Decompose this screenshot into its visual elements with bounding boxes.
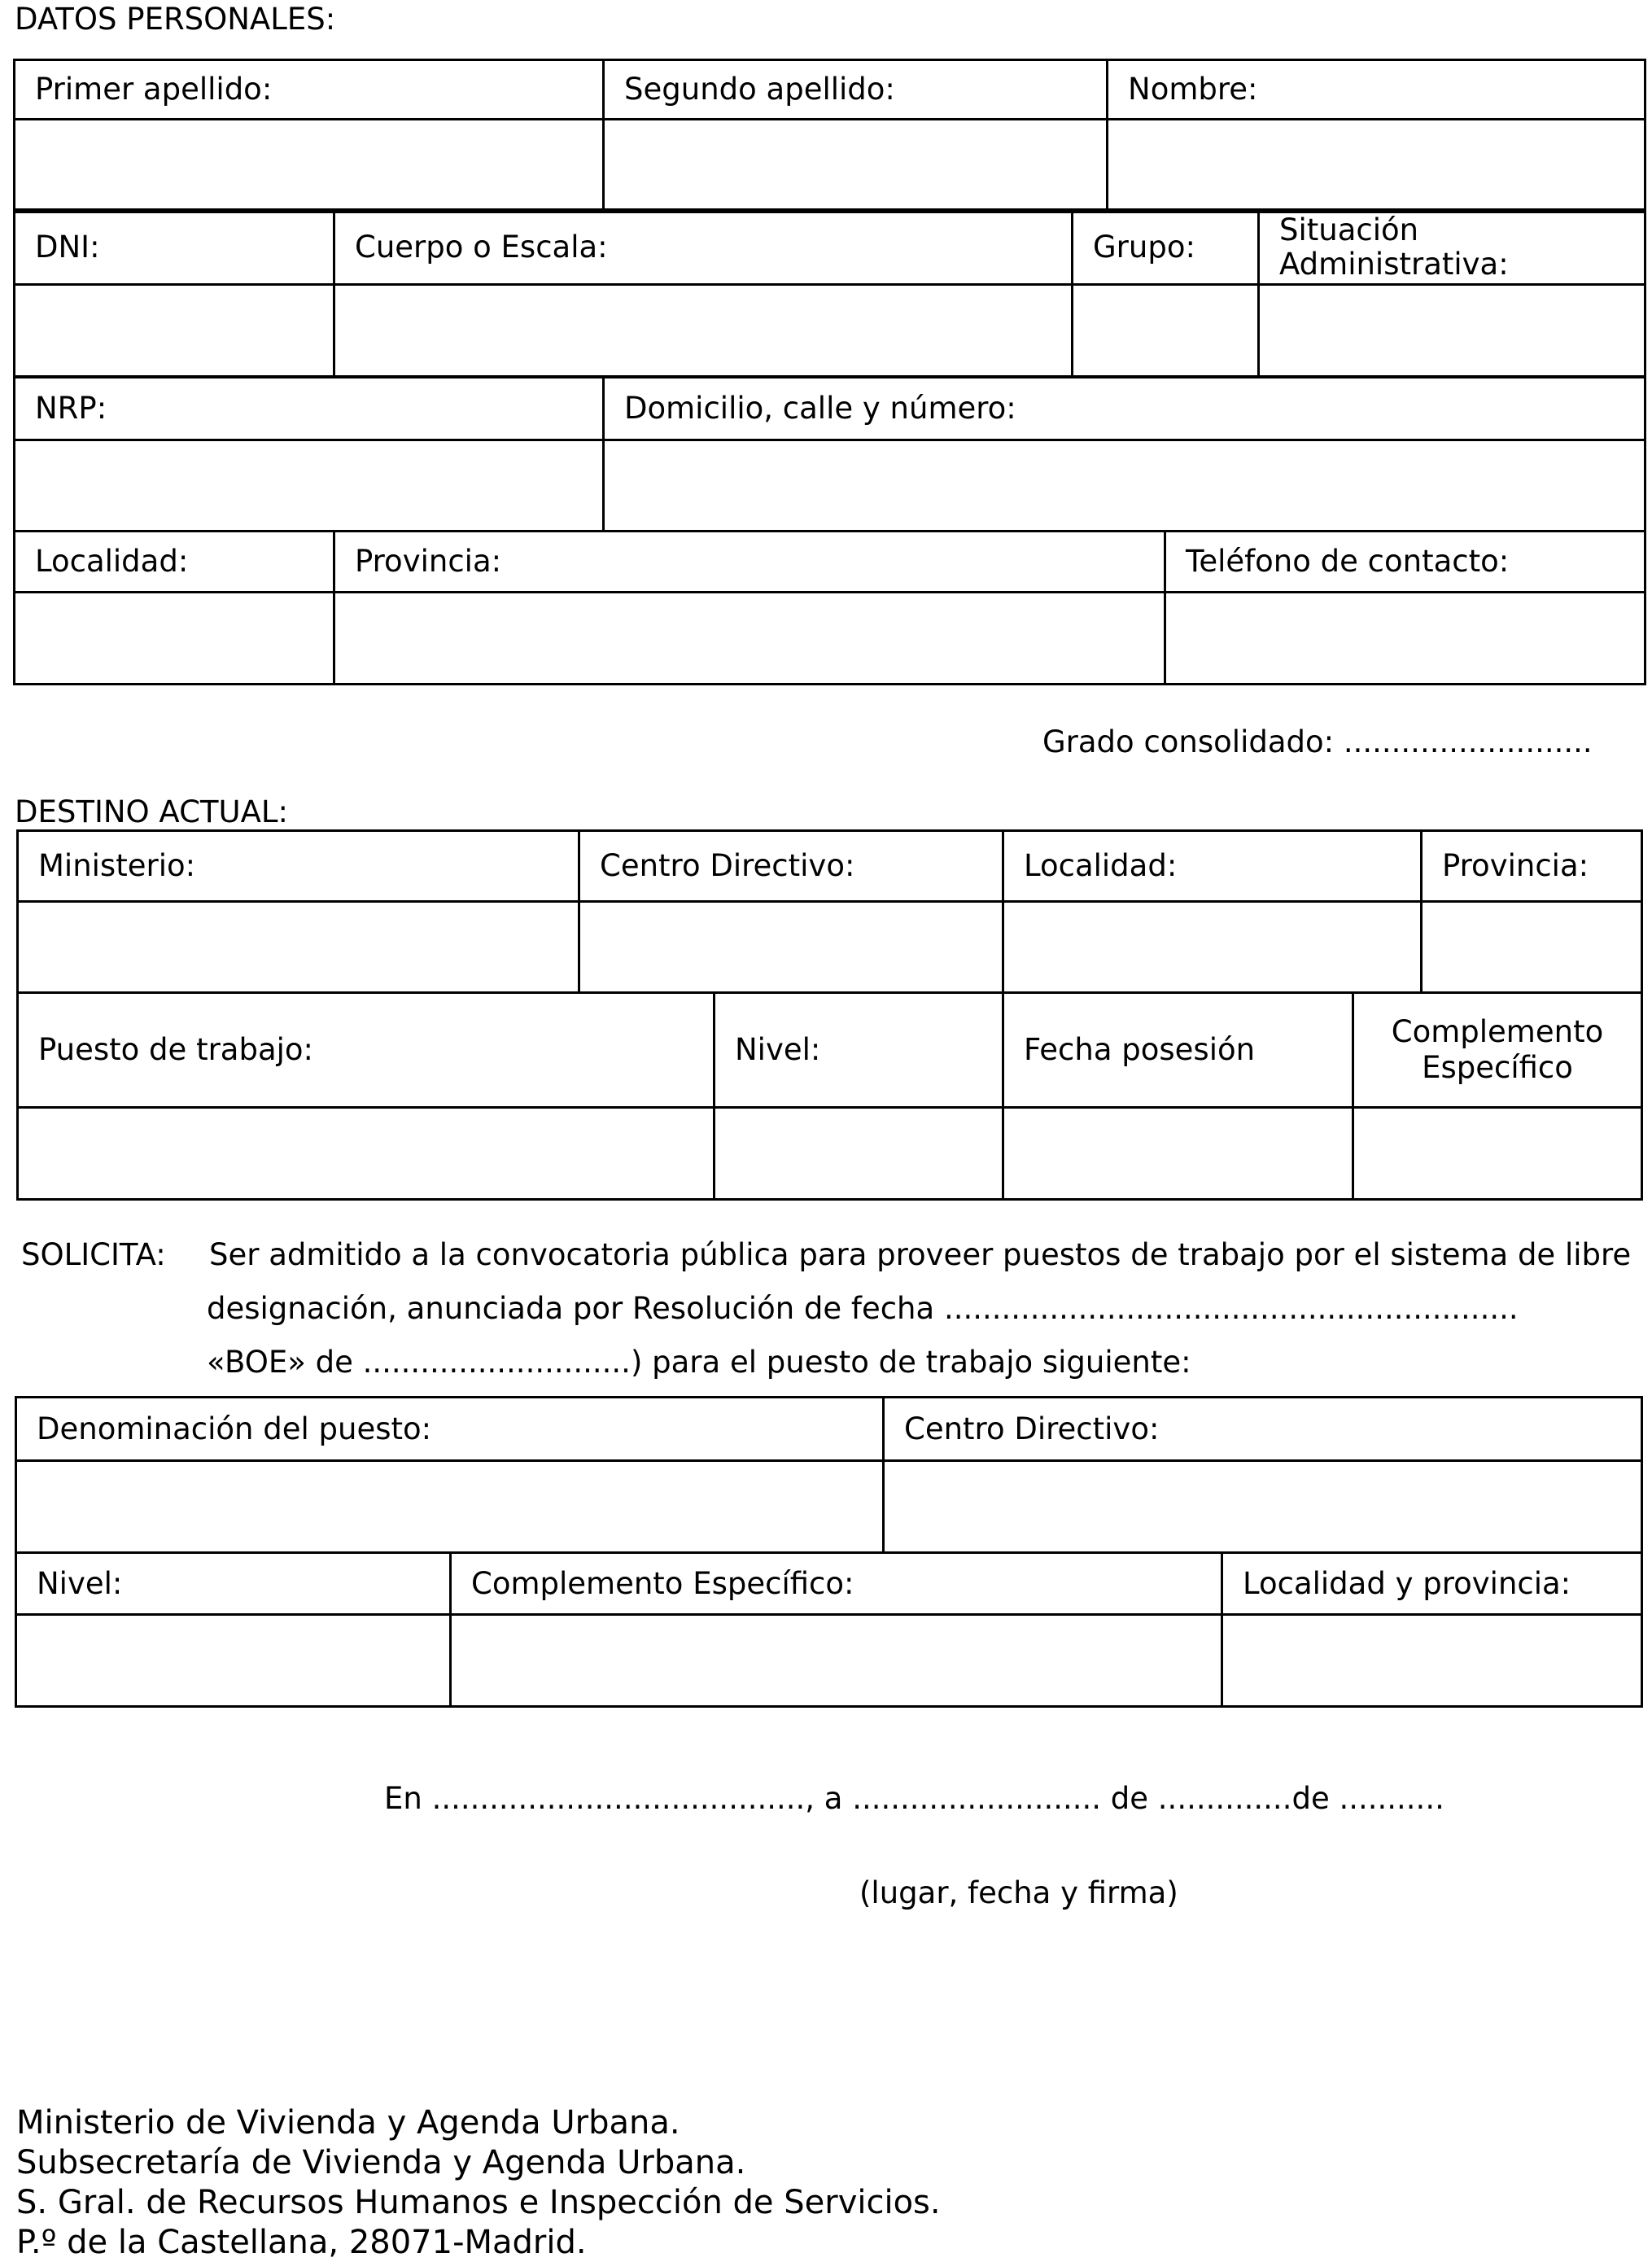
solicitado-complemento-label: Complemento Específico: [451, 1553, 1222, 1615]
complemento-especifico-label [1353, 993, 1642, 1108]
solicita-line-1: Ser admitido a la convocatoria pública para proveer puestos de trabajo por el sistema de libre [209, 1237, 1632, 1272]
destino-provincia-field[interactable] [1422, 902, 1642, 993]
nrp-field[interactable] [15, 440, 604, 532]
lugar-fecha-firma-caption: (lugar, fecha y firma) [859, 1875, 1178, 1910]
solicitado-nivel-field[interactable] [16, 1615, 451, 1707]
fecha-posesion-field[interactable] [1003, 1108, 1353, 1200]
puesto-trabajo-field[interactable] [18, 1108, 715, 1200]
dni-label: DNI: [15, 210, 334, 285]
solicitado-centro-directivo-field[interactable] [884, 1461, 1642, 1553]
ministerio-label: Ministerio: [18, 831, 579, 902]
segundo-apellido-label: Segundo apellido: [604, 60, 1108, 120]
situacion-administrativa-label [1259, 210, 1645, 285]
solicitado-centro-directivo-label: Centro Directivo: [884, 1398, 1642, 1461]
destino-actual-table-2 [16, 991, 1643, 1201]
solicita-line-3: «BOE» de ............................) para el puesto de trabajo siguiente: [207, 1345, 1191, 1380]
solicitado-complemento-field[interactable] [451, 1615, 1222, 1707]
provincia-field[interactable] [334, 593, 1165, 685]
ministerio-field[interactable] [18, 902, 579, 993]
provincia-label: Provincia: [334, 532, 1165, 593]
domicilio-label: Domicilio, calle y número: [604, 378, 1645, 440]
footer-ministerio: Ministerio de Vivienda y Agenda Urbana. [16, 2104, 680, 2142]
solicitado-nivel-label: Nivel: [16, 1553, 451, 1615]
destino-provincia-label: Provincia: [1422, 831, 1642, 902]
footer-subsecretaria: Subsecretaría de Vivienda y Agenda Urbana. [16, 2144, 746, 2181]
segundo-apellido-field[interactable] [604, 120, 1108, 212]
fecha-posesion-label: Fecha posesión [1003, 993, 1353, 1108]
datos-personales-table-3 [13, 376, 1646, 532]
grupo-field[interactable] [1073, 285, 1259, 377]
cuerpo-escala-field[interactable] [334, 285, 1073, 377]
solicitado-localidad-provincia-label: Localidad y provincia: [1222, 1553, 1642, 1615]
lugar-fecha-line: En ......................................., a .......................... de ..............de ........... [384, 1781, 1444, 1816]
telefono-field[interactable] [1165, 593, 1645, 685]
puesto-trabajo-label: Puesto de trabajo: [18, 993, 715, 1108]
localidad-label: Localidad: [15, 532, 334, 593]
puesto-solicitado-table [15, 1396, 1643, 1554]
solicita-line-2: designación, anunciada por Resolución de fecha ............................................................ [207, 1291, 1519, 1326]
destino-localidad-field[interactable] [1003, 902, 1422, 993]
grado-consolidado: Grado consolidado: .......................... [1042, 724, 1593, 759]
datos-personales-table-2 [13, 208, 1646, 378]
telefono-label: Teléfono de contacto: [1165, 532, 1645, 593]
denominacion-puesto-field[interactable] [16, 1461, 884, 1553]
puesto-solicitado-table-2 [15, 1551, 1643, 1708]
footer-secretaria-general: S. Gral. de Recursos Humanos e Inspección de Servicios. [16, 2184, 941, 2221]
nombre-field[interactable] [1108, 120, 1645, 212]
complemento-especifico-field[interactable] [1353, 1108, 1642, 1200]
denominacion-puesto-label: Denominación del puesto: [16, 1398, 884, 1461]
centro-directivo-label: Centro Directivo: [579, 831, 1003, 902]
situacion-line-1: Situación [1279, 212, 1419, 247]
solicitado-localidad-provincia-field[interactable] [1222, 1615, 1642, 1707]
primer-apellido-label: Primer apellido: [15, 60, 604, 120]
primer-apellido-field[interactable] [15, 120, 604, 212]
nrp-label: NRP: [15, 378, 604, 440]
destino-nivel-field[interactable] [715, 1108, 1003, 1200]
situacion-line-2: Administrativa: [1279, 246, 1509, 282]
datos-personales-table-4 [13, 530, 1646, 685]
nombre-label: Nombre: [1108, 60, 1645, 120]
section-title-destino-actual: DESTINO ACTUAL: [15, 794, 288, 829]
grupo-label: Grupo: [1073, 210, 1259, 285]
destino-localidad-label: Localidad: [1003, 831, 1422, 902]
solicita-label: SOLICITA: [21, 1237, 166, 1272]
complemento-line-2: Específico [1422, 1050, 1573, 1085]
datos-personales-table [13, 59, 1646, 213]
situacion-administrativa-field[interactable] [1259, 285, 1645, 377]
destino-nivel-label: Nivel: [715, 993, 1003, 1108]
section-title-datos-personales: DATOS PERSONALES: [15, 2, 336, 37]
dni-field[interactable] [15, 285, 334, 377]
footer-address: P.º de la Castellana, 28071-Madrid. [16, 2224, 587, 2261]
localidad-field[interactable] [15, 593, 334, 685]
centro-directivo-field[interactable] [579, 902, 1003, 993]
cuerpo-escala-label: Cuerpo o Escala: [334, 210, 1073, 285]
destino-actual-table [16, 829, 1643, 994]
complemento-line-1: Complemento [1391, 1014, 1604, 1049]
domicilio-field[interactable] [604, 440, 1645, 532]
